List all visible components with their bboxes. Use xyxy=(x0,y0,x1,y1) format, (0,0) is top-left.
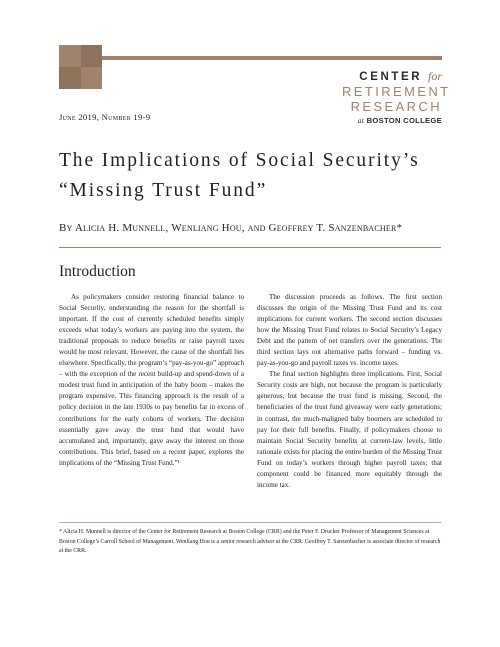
logo-square-top-right xyxy=(81,45,102,67)
authors-line: By Alicia H. Munnell, Wenliang Hou, and Geoffrey T. Sanzenbacher* xyxy=(59,222,403,234)
page-title: The Implications of Social Security’s “Missing Trust Fund” xyxy=(59,150,420,201)
logo-square-bottom-right xyxy=(81,67,102,89)
crr-logo xyxy=(342,69,451,126)
logo-line-boston-college: at BOSTON COLLEGE xyxy=(357,116,442,125)
issue-date: June 2019, Number 19-9 xyxy=(59,112,151,122)
logo-square-top-left xyxy=(59,45,81,67)
body-column-left xyxy=(59,292,244,469)
footnote-divider xyxy=(59,522,441,523)
logo-line-research: RESEARCH xyxy=(350,99,442,114)
section-heading-introduction: Introduction xyxy=(59,263,136,280)
body-column-right xyxy=(257,292,442,491)
logo-line-retirement: RETIREMENT xyxy=(342,84,451,99)
logo-line-center: CENTER for xyxy=(359,69,442,83)
title-divider xyxy=(59,247,441,248)
paragraph-discussion: The discussion proceeds as follows. The first section discusses the origin of the Missing Trust Fund and its cost implications for current workers. The second section discusses how the Missing Trust Fund relates to Social Security’s Legacy Debt and the pattern of net transfers over the generations. The third section lays out alternative paths forward – funding vs. pay-as-you-go and payroll taxes vs. income taxes. xyxy=(257,293,442,368)
paragraph-intro: As policymakers consider restoring financial balance to Social Security, understanding the reason for the shortfall is important. If the cost of currently scheduled benefits simply exceeds what today’s workers are paying into the system, the traditional proposals to reduce benefits or raise payroll taxes would be most relevant. However, the cause of the shortfall lies elsewhere. Specifically, the program’s “pay-as-you-go” approach – with the exception of the recent build-up and spend-down of a modest trust fund in anticipation of the baby boom – makes the program expensive. This financing approach is the result of a policy decision in the late 1930s to pay benefits far in excess of contributions for the early cohorts of workers. The decision essentially gave away the trust fund that would have accumulated and, importantly, gave away the interest on those contributions. This brief, based on a recent paper, explores the implications of the “Missing Trust Fund.”¹ xyxy=(59,293,244,467)
header-bar xyxy=(102,56,442,60)
logo-square-bottom-left xyxy=(59,67,81,89)
author-footnote: * Alicia H. Munnell is director of the Center for Retirement Research at Boston College (CRR) and the Peter F. Drucker Professor of Management Sciences at Boston College’s Carroll School of Management. Wenliang Hou is a senior research advisor at the CRR. Geoffrey T. Sanzenbacher is associate director of research at the CRR. xyxy=(59,529,441,555)
paragraph-implications: The final section highlights three implications. First, Social Security costs are high, not because the program is particularly generous, but because the trust fund is missing. Second, the beneficiaries of the trust fund giveaway were early generations; in contrast, the much-maligned baby boomers are scheduled to pay for their full benefits. Finally, if policymakers choose to maintain Social Security benefits at current-law levels, little rationale exists for placing the entire burden of the Missing Trust Fund on today’s workers through higher payroll taxes; that component could be financed more equitably through the income tax. xyxy=(257,370,442,489)
